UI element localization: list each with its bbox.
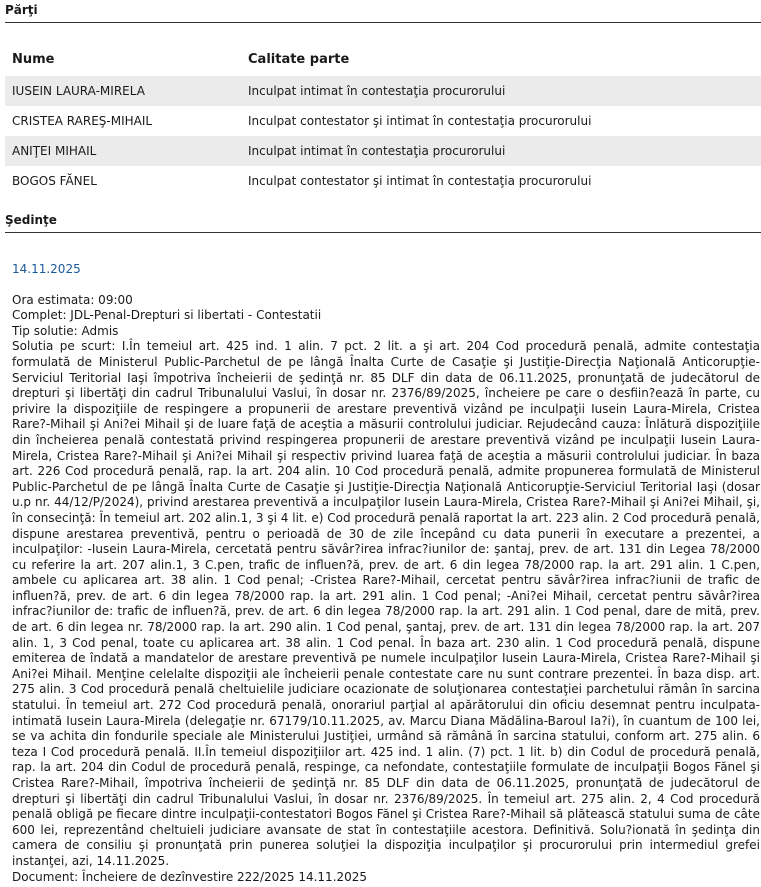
solution-type: Tip solutie: Admis [12, 323, 119, 338]
solution-summary: Solutia pe scurt: I.În temeiul art. 425 ind. 1 alin. 7 pct. 2 lit. a şi art. 204 Cod procedură penală, admite contestaţia formulată de Ministerul Public-Parchetul de pe lângă Înalta Curte de Casaţie şi Justiţie-Direcţia Naţională Anticorupţie-Serviciul Teritorial Iaşi împotriva încheierii de şedinţă nr. 85 DLF din data de 06.11.2025, pronunţată de judecătorul de drepturi şi libertăţi din cadrul Tribunalului Vaslui, în dosar nr. 2376/89/2025, încheiere pe care o desfiin?ează în parte, cu privire la dispoziţiile de respingere a propunerii de arestare preventivă vizând pe inculpaţii Iusein Laura-Mirela, Cristea Rare?-Mihail şi Ani?ei Mihail şi de luare faţă de aceştia a măsurii controlului judiciar. Rejudecând cauza: Înlătură dispoziţiile din încheierea penală contestată privind respingerea propunerii de arestare preventivă vizând pe inculpaţii Iusein Laura-Mirela, Cristea Rare?-Mihail şi Ani?ei Mihail şi respectiv privind luarea faţă de aceştia a măsurii controlului judiciar. În baza art. 226 Cod procedură penală, rap. la art. 204 alin. 10 Cod procedură penală, admite propunerea formulată de Ministerul Public-Parchetul de pe lângă Înalta Curte de Casaţie şi Justiţie-Direcţia Naţională Anticorupţie-Serviciul Teritorial Iaşi (dosar u.p nr. 44/12/P/2024), privind arestarea preventivă a inculpaţilor Iusein Laura-Mirela, Cristea Rare?-Mihail şi Ani?ei Mihail, şi, în consecinţă: În temeiul art. 202 alin.1, 3 şi 4 lit. e) Cod procedură penală raportat la art. 223 alin. 2 Cod procedură penală, dispune arestarea preventivă, pentru o perioadă de 30 de zile începând cu data punerii în executare a prezentei, a inculpaţilor: -Iusein Laura-Mirela, cercetată pentru săvâr?irea infrac?iunilor de: şantaj, prev. de art. 131 din Legea 78/2000 cu referire la art. 207 alin.1, 3 C.pen, trafic de influen?ă, prev. de art. 6 din legea 78/2000 rap. la art. 291 alin. 1 C.pen, ambele cu aplicarea art. 38 alin. 1 Cod penal; -Cristea Rare?-Mihail, cercetat pentru săvâr?irea infrac?iunii de trafic de influen?ă, prev. de art. 6 din legea 78/2000 rap. la art. 291 alin. 1 Cod penal; -Ani?ei Mihail, cercetat pentru săvâr?irea infrac?iunilor de: trafic de influen?ă, prev. de art. 6 din legea 78/2000 rap. la art. 291 alin. 1 Cod penal, dare de mită, prev. de art. 6 din legea nr. 78/2000 rap. la art. 290 alin. 1 Cod penal, şantaj, prev. de art. 131 din legea 78/2000 rap. la art. 207 alin. 1, 3 Cod penal, toate cu aplicarea art. 38 alin. 1 Cod penal. În baza art. 230 alin. 1 Cod procedură penală, dispune emiterea de îndată a mandatelor de arestare preventivă pe numele inculpaţilor Iusein Laura-Mirela, Cristea Rare?-Mihail şi Ani?ei Mihail. Menţine celelalte dispoziţii ale încheierii penale contestate care nu sunt contrare prezentei. În baza disp. art. 275 alin. 3 Cod procedură penală cheltuielile judiciare ocazionate de soluţionarea contestaţiei parchetului rămân în sarcina statului. În temeiul art. 272 Cod procedură penală, onorariul parţial al apărătorului din oficiu desemnat pentru inculpata-intimată Iusein Laura-Mirela (delegaţie nr. 67179/10.11.2025, av. Marcu Diana Mădălina-Baroul Ia?i), în cuantum de 100 lei, se va achita din fondurile speciale ale Ministerului Justiţiei, urmând să rămână în sarcina statului, conform art. 275 alin. 6 teza I Cod procedură penală. II.În temeiul dispoziţiilor art. 425 ind. 1 alin. (7) pct. 1 lit. b) din Codul de procedură penală, rap. la art. 204 din Codul de procedură penală, respinge, ca nefondate, contestaţiile formulate de inculpaţii Bogos Fănel şi Cristea Rare?-Mihail, împotriva încheierii de şedinţă nr. 85 DLF din data de 06.11.2025, pronunţată de judecătorul de drepturi şi libertăţi din cadrul Tribunalului Vaslui, în dosar nr. 2376/89/2025. În temeiul art. 275 alin. 2, 4 Cod procedură penală obligă pe fiecare dintre inculpaţii-contestatori Bogos Fănel şi Cristea Rare?-Mihail să plătească statului suma de câte 600 lei, reprezentând cheltuieli judiciare avansate de stat în contestaţiile acestora. Definitivă. Solu?ionată în şedinţa din camera de consiliu şi pronunţată prin punerea soluţiei la dispoziţia inculpaţilor şi procurorului prin intermediul grefei instanţei, azi, 14.11.2025. [12, 339, 760, 868]
table-row [5, 106, 761, 136]
table-row [5, 76, 761, 106]
hearing-date: 14.11.2025 [12, 262, 81, 276]
party-role: Inculpat contestator şi intimat în contestaţia procurorului [248, 174, 592, 188]
party-name: IUSEIN LAURA-MIRELA [5, 76, 248, 106]
sedinte-section-title: Şedinţe [5, 213, 761, 233]
party-name: BOGOS FĂNEL [12, 174, 97, 188]
hearing-document: Document: Încheiere de dezînvestire 222/2025 14.11.2025 [12, 869, 368, 884]
hearing-entry [12, 262, 760, 885]
party-role: Inculpat contestator şi intimat în contestaţia procurorului [248, 114, 592, 128]
column-header-nume: Nume [12, 52, 55, 67]
table-row [5, 136, 761, 166]
hearing-time: Ora estimata: 09:00 [12, 292, 133, 307]
party-name: CRISTEA RAREŞ-MIHAIL [12, 114, 153, 128]
parties-table-header [5, 45, 761, 76]
table-row [5, 166, 761, 196]
party-role: Inculpat intimat în contestaţia procurorului [248, 136, 761, 166]
column-header-calitate: Calitate parte [248, 52, 350, 67]
parti-section-title: Părţi [5, 3, 761, 23]
party-role: Inculpat intimat în contestaţia procurorului [248, 76, 761, 106]
hearing-panel: Complet: JDL-Penal-Drepturi si libertati - Contestatii [12, 308, 322, 323]
parties-table [5, 45, 761, 196]
party-name: ANIŢEI MIHAIL [5, 136, 248, 166]
